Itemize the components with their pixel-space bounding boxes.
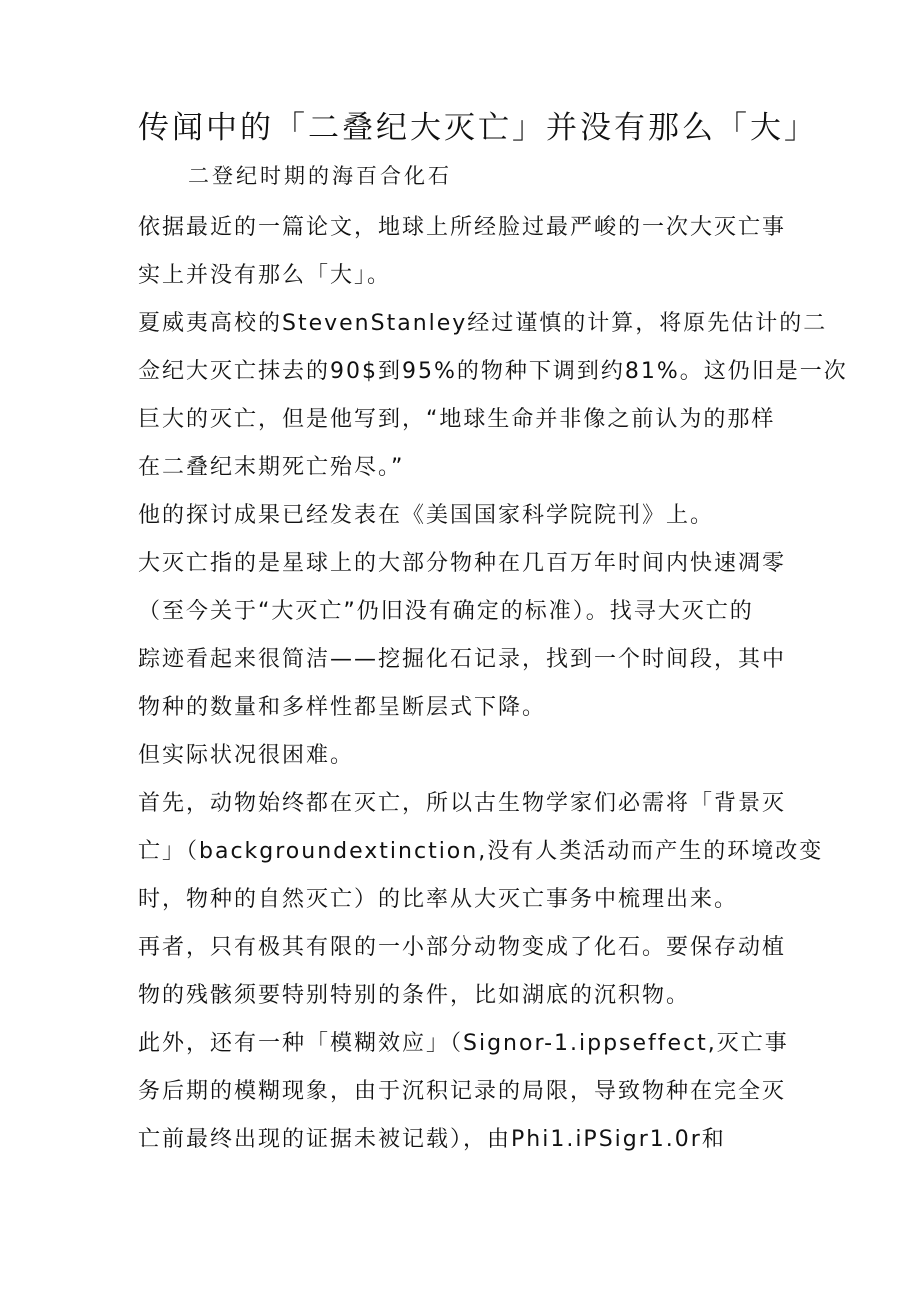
text-line: 此外，还有一种「模糊效应」（Signor-1.ippseffect,灭亡事 xyxy=(138,1031,789,1056)
text-line: 亡」（backgroundextinction,没有人类活动而产生的环境改变 xyxy=(138,839,824,864)
text-line: 在二叠纪末期死亡殆尽。” xyxy=(138,455,405,480)
text-line: 物种的数量和多样性都呈断层式下降。 xyxy=(138,695,547,720)
text-line: 再者，只有极其有限的一小部分动物变成了化石。要保存动植 xyxy=(138,935,787,960)
text-line: 他的探讨成果已经发表在《美国国家科学院院刊》上。 xyxy=(138,503,715,528)
article-title: 传闻中的「二叠纪大灭亡」并没有那么「大」 xyxy=(138,110,818,146)
text-line: 物的残骸须要特别特别的条件，比如湖底的沉积物。 xyxy=(138,983,691,1008)
text-line: 亡前最终出现的证据未被记载），由Phi1.iPSigr1.0r和 xyxy=(138,1127,726,1152)
text-line: 时，物种的自然灭亡）的比率从大灭亡事务中梳理出来。 xyxy=(138,887,739,912)
text-line: 但实际状况很困难。 xyxy=(138,743,355,768)
text-line: 夏威夷高校的StevenStanley经过谨慎的计算，将原先估计的二 xyxy=(138,311,828,336)
text-line: 巨大的灭亡，但是他写到，“地球生命并非像之前认为的那样 xyxy=(138,407,776,432)
text-line: 实上并没有那么「大」。 xyxy=(138,263,392,288)
text-line: 佥纪大灭亡抹去的90$到95%的物种下调到约81%。这仍旧是一次 xyxy=(138,359,848,384)
text-line: 大灭亡指的是星球上的大部分物种在几百万年时间内快速凋零 xyxy=(138,551,787,576)
image-caption: 二登纪时期的海百合化石 xyxy=(188,164,452,188)
text-line: 依据最近的一篇论文，地球上所经脸过最严峻的一次大灭亡事 xyxy=(138,215,787,240)
text-line: 踪迹看起来很简洁——挖掘化石记录，找到一个时间段，其中 xyxy=(138,647,787,672)
article-body xyxy=(138,204,848,1164)
text-line: 首先，动物始终都在灭亡，所以古生物学家们必需将「背景灭 xyxy=(138,791,787,816)
text-line: （至今关于“大灭亡”仍旧没有确定的标准）。找寻大灭亡的 xyxy=(138,599,754,624)
text-line: 务后期的模糊现象，由于沉积记录的局限，导致物种在完全灭 xyxy=(138,1079,787,1104)
